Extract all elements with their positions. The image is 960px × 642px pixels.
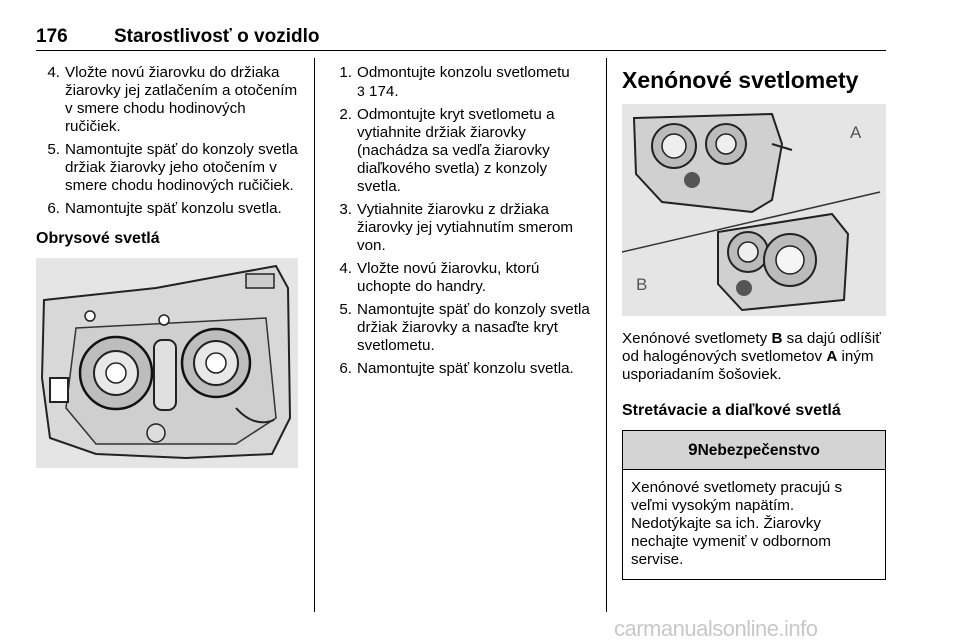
warning-title: Nebezpečenstvo xyxy=(697,442,820,459)
column-3 xyxy=(622,64,886,580)
page-reference-link[interactable]: 174. xyxy=(369,83,399,100)
section-heading-low-high-beam: Stretávacie a diaľkové svetlá xyxy=(622,402,841,419)
step-text: Odmontujte kryt svetlometu a vytiahnite držiak žiarovky (nachádza sa vedľa žiarovky diaľkového svetla) z konzoly svetla. xyxy=(357,106,555,195)
column-1 xyxy=(36,64,298,468)
position-light-figure xyxy=(36,258,298,468)
step-item xyxy=(334,260,592,296)
section-title-xenon: Xenónové svetlomety xyxy=(622,67,859,93)
step-item xyxy=(334,64,592,101)
step-text: Vytiahnite žiarovku z držiaka žiarovky jej vytiahnutím smerom von. xyxy=(357,201,574,254)
step-item xyxy=(334,301,592,355)
xenon-headlight-figure xyxy=(622,104,886,316)
step-item xyxy=(334,360,592,378)
step-number: 2. xyxy=(339,106,352,123)
column-divider-2 xyxy=(606,58,607,612)
step-item xyxy=(36,141,298,195)
step-text: Namontujte späť do konzoly svetla držiak žiarovky jeho otočením v smere chodu hodinových ručičiek. xyxy=(65,141,298,194)
desc-text: sa dajú odlíšiť od halogénových svetlometov xyxy=(622,330,881,365)
figure-label-b: B xyxy=(636,275,648,294)
desc-bold-a: A xyxy=(826,348,838,365)
step-text: Odmontujte konzolu svetlometu xyxy=(357,64,570,81)
step-number: 5. xyxy=(339,301,352,318)
warning-header xyxy=(623,431,885,470)
page-header xyxy=(36,26,886,52)
step-number: 5. xyxy=(47,141,60,158)
step-text: Namontujte späť konzolu svetla. xyxy=(65,200,282,217)
column-divider-1 xyxy=(314,58,315,612)
step-number: 4. xyxy=(339,260,352,277)
arrow-ref-icon: 3 xyxy=(357,83,365,99)
figure-label-a: A xyxy=(850,123,862,142)
desc-text: Xenónové svetlomety xyxy=(622,330,772,347)
step-item xyxy=(334,201,592,255)
step-number: 4. xyxy=(47,64,60,81)
xenon-description xyxy=(622,330,886,384)
step-text: Vložte novú žiarovku, ktorú uchopte do handry. xyxy=(357,260,540,295)
column-2 xyxy=(334,64,592,383)
step-number: 1. xyxy=(339,64,352,81)
step-text: Vložte novú žiarovku do držiaka žiarovky jej zatlačením a otočením v smere chodu hodinových ručičiek. xyxy=(65,64,298,135)
chapter-title: Starostlivosť o vozidlo xyxy=(114,26,320,47)
step-text: Namontujte späť do konzoly svetla držiak žiarovky a nasaďte kryt svetlometu. xyxy=(357,301,590,354)
step-text: Namontujte späť konzolu svetla. xyxy=(357,360,574,377)
desc-bold-b: B xyxy=(771,330,783,347)
step-number: 6. xyxy=(339,360,352,377)
warning-triangle-icon: 9 xyxy=(688,440,698,459)
step-item xyxy=(334,106,592,196)
step-number: 3. xyxy=(339,201,352,218)
section-heading-position-lights: Obrysové svetlá xyxy=(36,230,160,247)
header-rule xyxy=(36,50,886,51)
step-item xyxy=(36,64,298,136)
danger-warning-box xyxy=(622,430,886,580)
watermark: carmanualsonline.info xyxy=(614,616,818,641)
step-number: 6. xyxy=(47,200,60,217)
page-number: 176 xyxy=(36,26,68,47)
warning-text: Xenónové svetlomety pracujú s veľmi vysokým napätím. Nedotýkajte sa ich. Žiarovky nechajte vymeniť v odbornom servise. xyxy=(631,479,843,568)
step-item xyxy=(36,200,298,218)
desc-text: iným usporiadaním šošoviek. xyxy=(622,348,874,383)
